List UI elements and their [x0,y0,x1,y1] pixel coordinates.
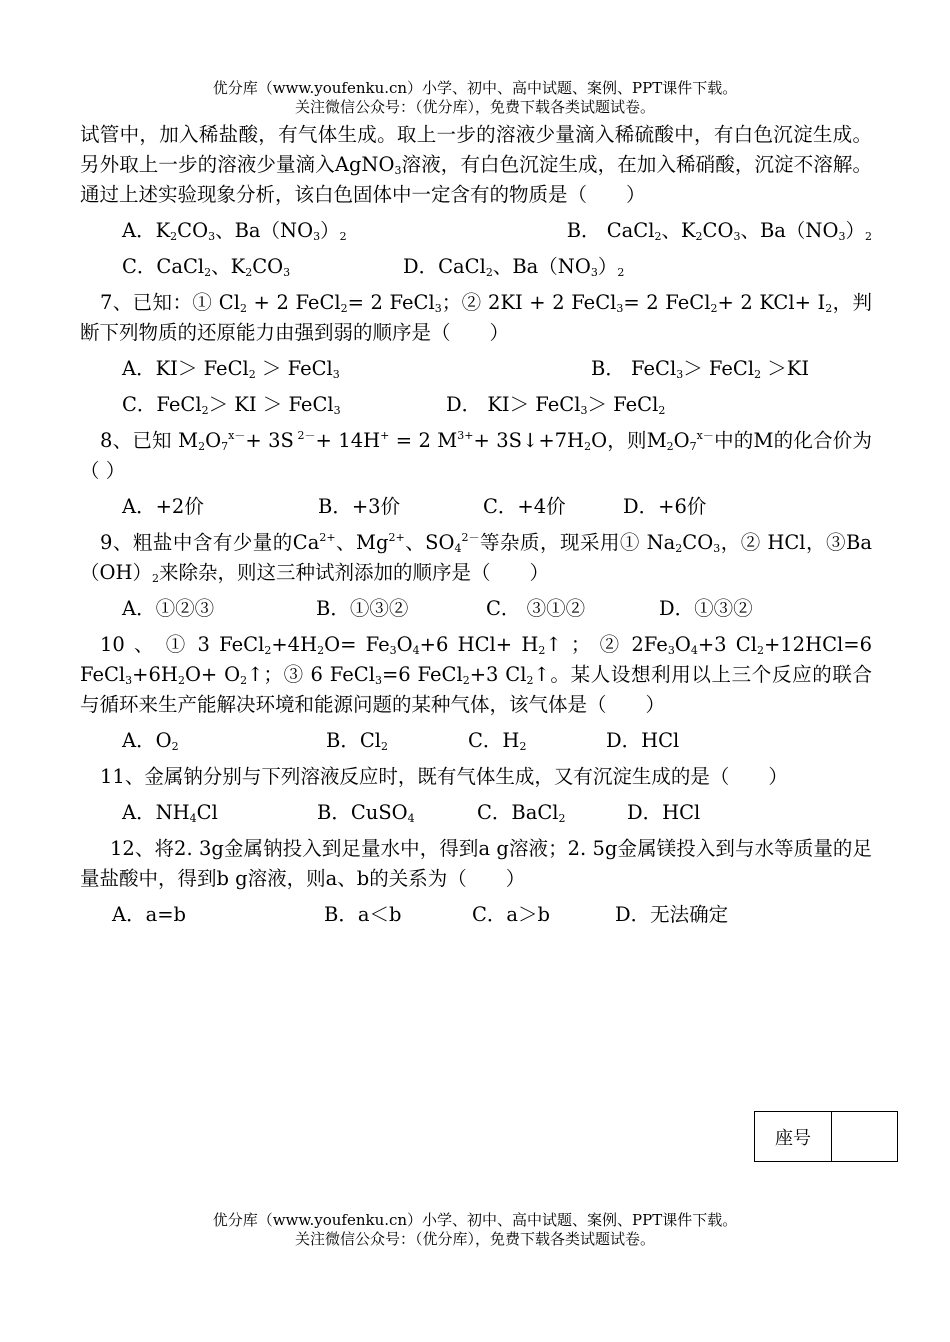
header-line-2: 关注微信公众号：（优分库），免费下载各类试题试卷。 [294,98,655,116]
question-10-stem: 10 、 ① 3 $FeCl_2+4H_2O= Fe_3O_4+6$ $HCl+ H_2↑$ ； ② $2Fe_3O_4+3$ $Cl_2+12HCl=6$ $FeCl_3+6H_2O+$ $O_2↑$；③ 6 FeCl$_3$=6 FeCl$_2$+3 $Cl_2↑$。某人设想利用以上三个反应的联合与循环来生产能解决环境和能源问题的某种气体，该气体是（ ） [80,633,872,716]
question-12-stem: 12、将2. 3g金属钠投入到足量水中，得到a g溶液；2. 5g金属镁投入到与水等质量的足量盐酸中，得到b g溶液，则a、b的关系为（ ） [80,837,872,890]
option-b[interactable]: B．①③② [316,597,409,620]
seat-number-box [754,1111,898,1162]
question-8-stem: 8、已知 $M_2O_7^{x-}+ 3S$ $^{2-}$+ 14H+ = 2 $M^{3+}+$ $3S↓+7H_2O$，则$M_2O_7^{x-}$中的M的化合价为（ ） [80,429,872,482]
footer-line-1: 优分库（www.youfenku.cn）小学、初中、高中试题、案例、PPT课件下载。 [212,1211,738,1229]
option-a[interactable]: A．KI＞ FeCl$_2$ ＞ FeCl$_3$ [122,357,340,381]
question-continued-stem: 试管中，加入稀盐酸，有气体生成。取上一步的溶液少量滴入稀硫酸中，有白色沉淀生成。另外取上一步的溶液少量滴入AgNO$_3$溶液，有白色沉淀生成，在加入稀硝酸，沉淀不溶解。通过上述实验现象分析，该白色固体中一定含有的物质是（ ） [80,123,872,206]
option-d[interactable]: D．HCl [606,729,680,752]
exam-content [80,120,872,930]
option-a[interactable]: A．$O_2$ [122,729,179,753]
option-c[interactable]: C． ③①② [486,597,586,620]
option-c[interactable]: C．FeCl$_2$＞ KI ＞ FeCl$_3$ [122,393,341,417]
question-continued-options-row1 [80,216,872,246]
option-d[interactable]: D．CaCl$_2$、$Ba(NO_3)_2$ [403,255,625,279]
question-12-options [80,900,872,930]
option-c[interactable]: C．CaCl$_2$、$K_2CO_3$ [122,255,291,279]
option-d[interactable]: D．HCl [627,801,701,824]
option-b[interactable]: B．a＜b [324,903,402,926]
seat-number-field[interactable] [832,1112,897,1161]
question-9-options [80,594,872,624]
question-7-stem: 7、已知：① $Cl_2 + 2$ FeCl$_2$= 2 FeCl$_3$；② 2KI + 2 FeCl$_3$= 2 FeCl$_2$+ 2 $KCl+ I_2$，判断下列物质的还原能力由强到弱的顺序是（ ） [80,291,872,344]
question-continued-options-row2 [80,252,872,282]
question-11-stem: 11、金属钠分别与下列溶液反应时，既有气体生成，又有沉淀生成的是（ ） [100,765,788,788]
option-c[interactable]: C．+4价 [483,495,566,518]
option-a[interactable]: A．$K_2CO_3$、$Ba(NO_3)_2$ [122,219,347,243]
page-header [0,79,950,117]
option-b[interactable]: B．+3价 [318,495,401,518]
question-8-options [80,492,872,522]
option-a[interactable]: A．$NH_4Cl$ [122,801,218,825]
page-footer [0,1211,950,1249]
footer-line-2: 关注微信公众号：（优分库），免费下载各类试题试卷。 [294,1230,655,1248]
option-a[interactable]: A．①②③ [122,597,215,620]
option-b[interactable]: B．CuSO$_4$ [317,801,415,825]
option-b[interactable]: B． FeCl$_3$＞ FeCl$_2$ ＞KI [591,357,810,381]
option-c[interactable]: C．a＞b [472,903,551,926]
option-c[interactable]: C．$H_2$ [468,729,527,753]
header-line-1: 优分库（www.youfenku.cn）小学、初中、高中试题、案例、PPT课件下载。 [212,79,738,97]
option-b[interactable]: B． CaCl$_2$、$K_2CO_3$、$Ba(NO_3)_2$ [566,219,872,243]
option-a[interactable]: A．a=b [112,903,187,926]
option-d[interactable]: D．无法确定 [615,903,729,926]
seat-number-label: 座号 [755,1112,832,1161]
option-c[interactable]: C．BaCl$_2$ [477,801,566,825]
option-d[interactable]: D．+6价 [623,495,707,518]
option-d[interactable]: D．①③② [659,597,753,620]
question-11-options [80,798,872,828]
question-9-stem: 9、粗盐中含有少量的$Ca^{2+}$、$Mg^{2+}$、$SO_4^{2-}$等杂质，现采用① $Na_2CO_3$，② HCl，$③Ba(OH)_2$来除杂，则这三种试剂添加的顺序是（ ） [80,531,872,585]
question-7-options-row2 [80,390,872,420]
question-7-options-row1 [80,354,872,384]
option-b[interactable]: B．$Cl_2$ [326,729,389,753]
question-10-options [80,726,872,756]
option-a[interactable]: A．+2价 [122,495,204,518]
option-d[interactable]: D． KI＞ FeCl$_3$＞ FeCl$_2$ [446,393,666,417]
